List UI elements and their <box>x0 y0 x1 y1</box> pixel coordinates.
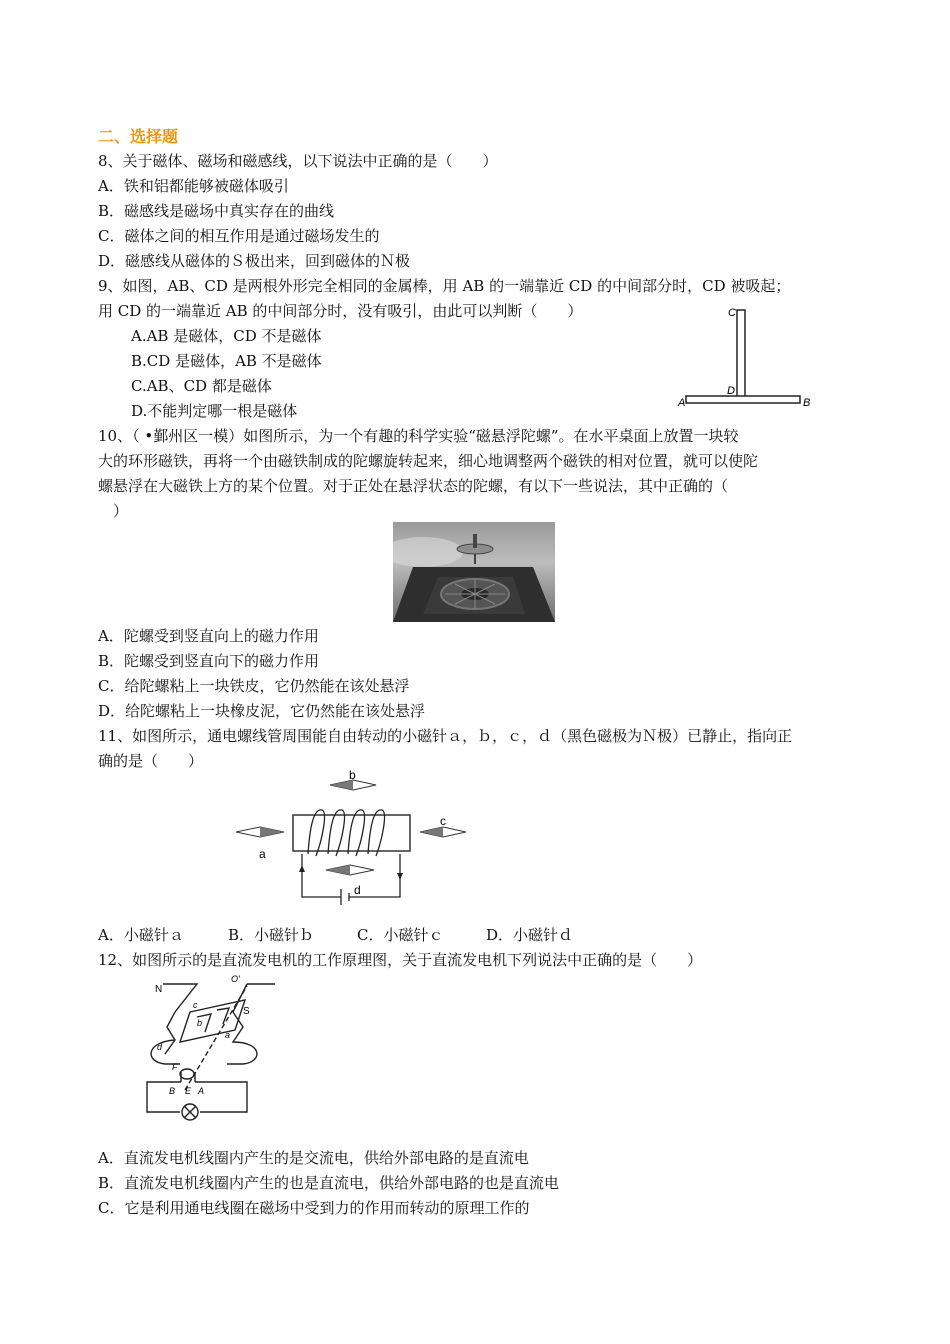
q9-stem-line2: 用 CD 的一端靠近 AB 的中间部分时，没有吸引，由此可以判断（ ） <box>98 302 583 320</box>
q11-option-d: D．小磁针ｄ <box>486 926 574 944</box>
q8-option-c: C．磁体之间的相互作用是通过磁场发生的 <box>98 227 380 245</box>
label-d: D <box>727 385 735 397</box>
pole-n <box>163 984 197 1054</box>
dc-generator-figure <box>135 972 285 1122</box>
label-aa: A <box>198 1086 205 1096</box>
label-e: E <box>185 1086 192 1096</box>
q9-option-b: B.CD 是磁体，AB 不是磁体 <box>131 352 322 370</box>
q8-stem: 8、关于磁体、磁场和磁感线，以下说法中正确的是（ ） <box>98 152 498 170</box>
label-b: b <box>197 1018 203 1028</box>
q12-option-b: B．直流发电机线圈内产生的也是直流电，供给外部电路的也是直流电 <box>98 1174 560 1192</box>
q12-option-a: A．直流发电机线圈内产生的是交流电，供给外部电路的是直流电 <box>98 1149 529 1167</box>
q11-option-c: C．小磁针ｃ <box>357 926 444 944</box>
q10-stem-line1: 10、（ •鄞州区一模）如图所示，为一个有趣的科学实验“磁悬浮陀螺”。在水平桌面上放置一块较 <box>98 427 739 445</box>
q11-option-a: A．小磁针ａ <box>98 926 184 944</box>
label-n: N <box>155 984 163 995</box>
q12-stem: 12、如图所示的是直流发电机的工作原理图，关于直流发电机下列说法中正确的是（ ） <box>98 951 703 969</box>
q10-option-b: B．陀螺受到竖直向下的磁力作用 <box>98 652 320 670</box>
label-a: a <box>259 847 266 861</box>
q10-stem-line2: 大的环形磁铁，再将一个由磁铁制成的陀螺旋转起来，细心地调整两个磁铁的相对位置，就可以使陀 <box>98 452 759 470</box>
q11-stem-line1: 11、如图所示，通电螺线管周围能自由转动的小磁针ａ，ｂ，ｃ，ｄ（黑色磁极为Ｎ极）已静止，指向正 <box>98 727 793 745</box>
label-d: d <box>157 1042 163 1052</box>
label-f: F <box>172 1062 178 1072</box>
solenoid-figure <box>230 770 475 910</box>
levitating-top-photo <box>393 522 555 622</box>
label-b: B <box>803 397 811 409</box>
q11-option-b: B．小磁针ｂ <box>228 926 315 944</box>
label-s: S <box>243 1006 250 1017</box>
q10-stem-line3: 螺悬浮在大磁铁上方的某个位置。对于正处在悬浮状态的陀螺，有以下一些说法，其中正确的（ <box>98 477 729 495</box>
label-c: C <box>728 307 736 319</box>
q9-option-a: A.AB 是磁体，CD 不是磁体 <box>131 327 322 345</box>
rod-cd <box>737 310 745 398</box>
q10-option-c: C．给陀螺粘上一块铁皮，它仍然能在该处悬浮 <box>98 677 410 695</box>
q11-stem-line2: 确的是（ ） <box>98 752 204 770</box>
q12-option-c: C．它是利用通电线圈在磁场中受到力的作用而转动的原理工作的 <box>98 1199 530 1217</box>
q10-stem-line4: ） <box>113 502 129 520</box>
label-o: O' <box>231 974 240 984</box>
label-bb: B <box>169 1086 176 1096</box>
q8-option-b: B．磁感线是磁场中真实存在的曲线 <box>98 202 335 220</box>
section-title: 二、选择题 <box>98 127 179 146</box>
q9-option-d: D.不能判定哪一根是磁体 <box>131 402 298 420</box>
q9-stem-line1: 9、如图，AB、CD 是两根外形完全相同的金属棒，用 AB 的一端靠近 CD 的中间部分时，CD 被吸起； <box>98 277 791 295</box>
q10-option-d: D．给陀螺粘上一块橡皮泥，它仍然能在该处悬浮 <box>98 702 426 720</box>
q8-option-d: D．磁感线从磁体的Ｓ极出来，回到磁体的Ｎ极 <box>98 252 411 270</box>
label-c: c <box>193 1000 198 1010</box>
label-c: c <box>440 814 446 828</box>
label-a: A <box>678 397 686 409</box>
q10-option-a: A．陀螺受到竖直向上的磁力作用 <box>98 627 319 645</box>
q8-option-a: A．铁和铝都能够被磁体吸引 <box>98 177 289 195</box>
label-a: a <box>225 1030 231 1040</box>
q9-rods-figure <box>676 302 826 414</box>
rod-ab <box>686 396 800 403</box>
label-b: b <box>349 770 356 782</box>
label-d: d <box>354 883 361 897</box>
q9-option-c: C.AB、CD 都是磁体 <box>131 377 272 395</box>
